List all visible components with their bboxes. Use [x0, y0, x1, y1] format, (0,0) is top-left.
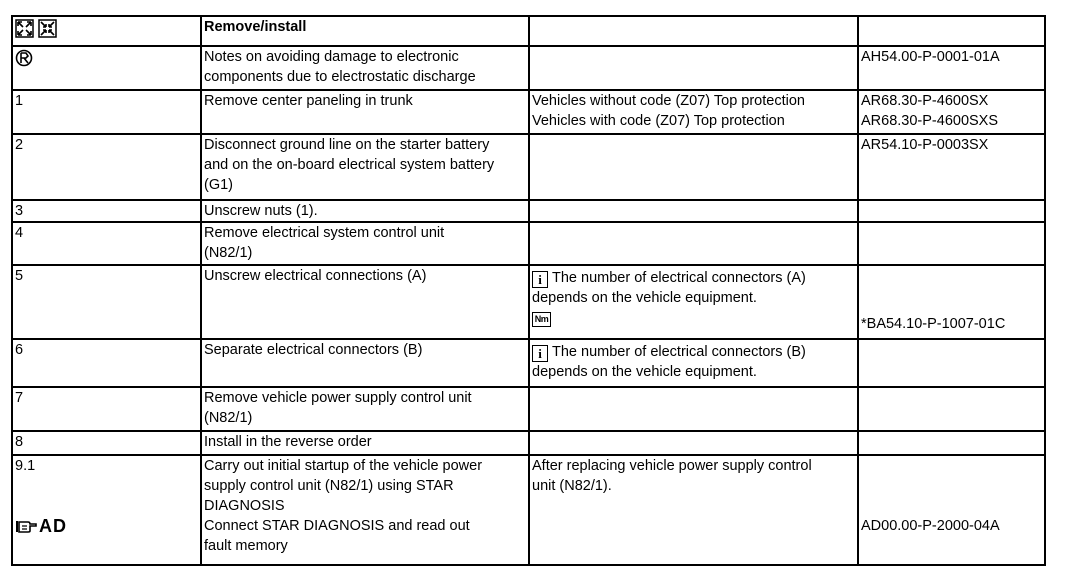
doc-ref-link[interactable]: AR68.30-P-4600SXS [861, 113, 999, 129]
refs-cell [858, 222, 1045, 265]
notes-cell [529, 387, 858, 431]
step-number: 1 [12, 90, 201, 134]
notes-cell [529, 431, 858, 455]
table-row [12, 90, 1045, 134]
action-cell: Unscrew nuts (1). [201, 200, 529, 222]
table-row [12, 200, 1045, 222]
step-number: 6 [12, 339, 201, 387]
step-number: 4 [12, 222, 201, 265]
refs-cell [858, 339, 1045, 387]
doc-ref-link[interactable]: *BA54.10-P-1007-01C [861, 316, 1006, 332]
step-cell [12, 455, 201, 565]
esd-warning-icon [15, 49, 35, 67]
refs-cell [858, 455, 1045, 565]
star-diagnosis-ad-icon[interactable]: AD [15, 516, 67, 536]
header-refs-cell [858, 16, 1045, 46]
table-header-row [12, 16, 1045, 46]
action-cell: Remove electrical system control unit (N82/1) [201, 222, 529, 265]
table-row [12, 134, 1045, 200]
info-icon[interactable]: i [532, 345, 548, 362]
step-number: 9.1 [15, 458, 36, 474]
table-row [12, 339, 1045, 387]
doc-ref-link[interactable]: AR68.30-P-4600SX [861, 93, 989, 109]
action-cell: Carry out initial startup of the vehicle power supply control unit (N82/1) using STAR DIAGNOSIS Connect STAR DIAGNOSIS and read out fault memory [201, 455, 529, 565]
doc-ref-link[interactable]: AR54.10-P-0003SX [861, 137, 989, 153]
refs-cell [858, 200, 1045, 222]
refs-cell [858, 134, 1045, 200]
notes-cell [529, 46, 858, 90]
refs-cell [858, 387, 1045, 431]
table-row [12, 455, 1045, 565]
doc-ref-link[interactable]: AH54.00-P-0001-01A [861, 49, 1000, 65]
step-number: 2 [12, 134, 201, 200]
refs-cell [858, 90, 1045, 134]
action-cell: Separate electrical connectors (B) [201, 339, 529, 387]
notes-cell: i The number of electrical connectors (A) depends on the vehicle equipment. Nm [529, 265, 858, 339]
action-cell: Remove center paneling in trunk [201, 90, 529, 134]
doc-ref-link[interactable]: AD00.00-P-2000-04A [861, 518, 1000, 534]
table-row [12, 387, 1045, 431]
pointing-hand-icon [15, 518, 37, 534]
table-row [12, 265, 1045, 339]
refs-cell [858, 46, 1045, 90]
action-cell: Remove vehicle power supply control unit (N82/1) [201, 387, 529, 431]
action-cell: Install in the reverse order [201, 431, 529, 455]
notes-cell [529, 200, 858, 222]
header-title: Remove/install [201, 16, 529, 46]
collapse-step-icon[interactable] [39, 20, 56, 37]
header-icons-cell [12, 16, 201, 46]
info-icon[interactable]: i [532, 271, 548, 288]
refs-cell [858, 265, 1045, 339]
notes-cell: i The number of electrical connectors (B) depends on the vehicle equipment. [529, 339, 858, 387]
torque-nm-icon[interactable]: Nm [532, 312, 551, 327]
procedure-table [11, 15, 1046, 566]
header-notes-cell [529, 16, 858, 46]
step-cell [12, 46, 201, 90]
step-number: 3 [12, 200, 201, 222]
action-cell: Notes on avoiding damage to electronic components due to electrostatic discharge [201, 46, 529, 90]
notes-cell: After replacing vehicle power supply control unit (N82/1). [529, 455, 858, 565]
table-row [12, 222, 1045, 265]
action-cell: Disconnect ground line on the starter battery and on the on-board electrical system battery (G1) [201, 134, 529, 200]
step-number: 8 [12, 431, 201, 455]
refs-cell [858, 431, 1045, 455]
action-cell: Unscrew electrical connections (A) [201, 265, 529, 339]
table-row [12, 431, 1045, 455]
step-number: 5 [12, 265, 201, 339]
notes-cell [529, 222, 858, 265]
notes-cell [529, 134, 858, 200]
table-row [12, 46, 1045, 90]
expand-step-icon[interactable] [16, 20, 33, 37]
notes-cell: Vehicles without code (Z07) Top protection Vehicles with code (Z07) Top protection [529, 90, 858, 134]
step-number: 7 [12, 387, 201, 431]
